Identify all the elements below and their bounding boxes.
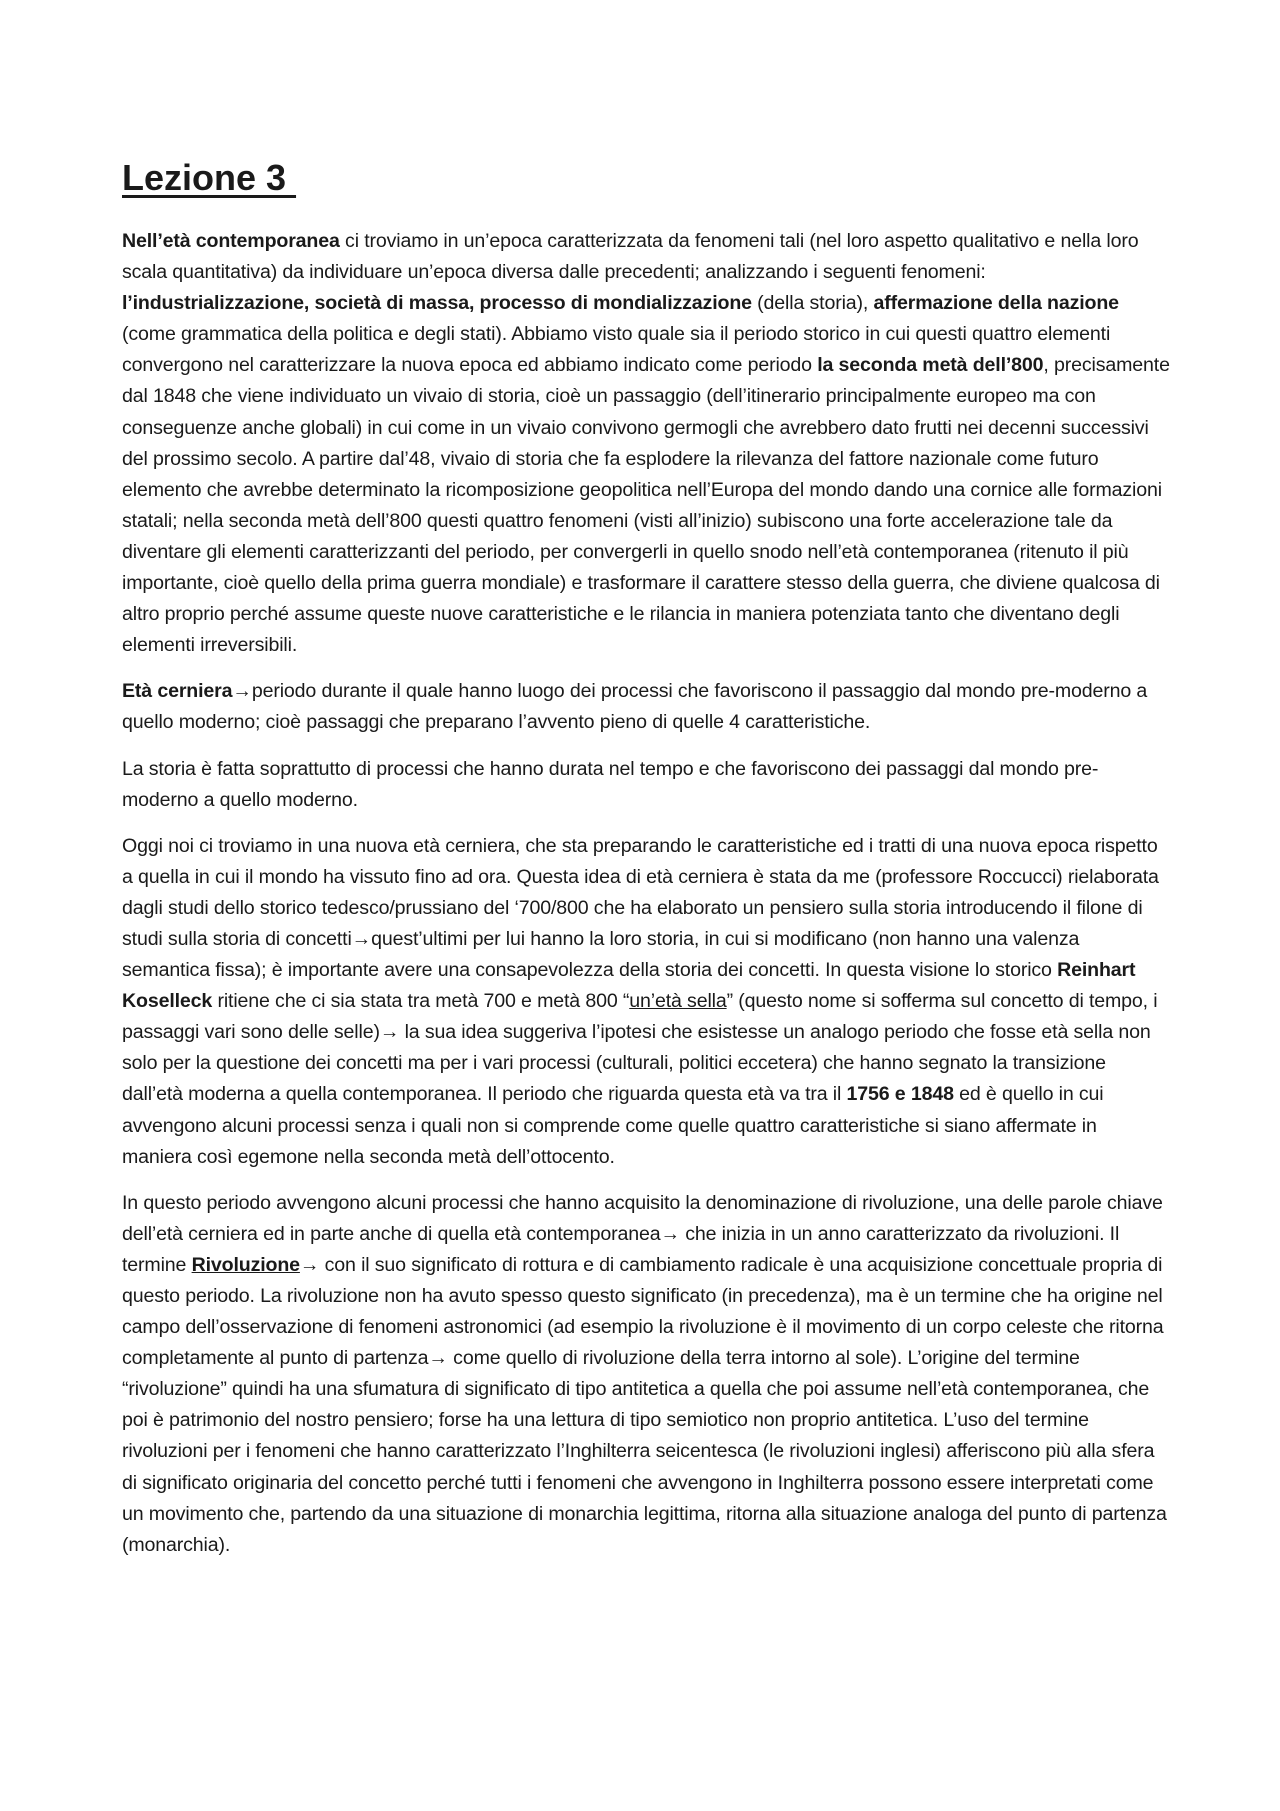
arrow-icon: → <box>299 1253 320 1276</box>
text-segment: la sua idea suggeriva l’ipotesi che esistesse un analogo periodo che fosse età sella non solo per la questione dei concetti ma per i vari processi (culturali, politici eccetera) che hanno segnato la transizione dall’età moderna a quella contemporanea. Il periodo che riguarda questa età va tra il <box>122 1021 1151 1106</box>
text-segment: come quello di rivoluzione della terra intorno al sole). L’origine del termine “rivoluzione” quindi ha una sfumatura di significato di tipo antitetica a quella che poi assume nell’età contemporanea, che poi è patrimonio del nostro pensiero; forse ha una lettura di tipo semiotico non proprio antitetica. L’uso del termine rivoluzioni per i fenomeni che hanno caratterizzato l’Inghilterra seicentesca (le rivoluzioni inglesi) afferiscono più alla sfera di significato originaria del concetto perché tutti i fenomeni che avvengono in Inghilterra possono essere interpretati come un movimento che, partendo da una situazione di monarchia legittima, ritorna alla situazione analoga del punto di partenza (monarchia). <box>122 1347 1167 1556</box>
text-segment: ci troviamo in un’epoca caratterizzata da fenomeni tali (nel loro aspetto qualitativo e nella loro scala quantitativa) da individuare un’epoca diversa dalle precedenti; analizzando i seguenti fenomeni: <box>122 230 1139 284</box>
text-segment: che inizia in un anno caratterizzato da rivoluzioni. Il termine <box>122 1222 1120 1276</box>
arrow-icon: → <box>660 1222 680 1245</box>
bold-text: 1756 e 1848 <box>846 1083 954 1106</box>
paragraph-p2 <box>122 676 1170 738</box>
bold-text: la seconda metà dell’800 <box>817 354 1044 377</box>
text-segment: con il suo significato di rottura e di cambiamento radicale è una acquisizione concettuale propria di questo periodo. La rivoluzione non ha avuto spesso questo significato (in precedenza), ma è un termine che ha origine nel campo dell’osservazione di fenomeni astronomici (ad esempio la rivoluzione è il movimento di un corpo celeste che ritorna completamente al punto di partenza <box>122 1253 1164 1370</box>
paragraph-p3 <box>122 754 1170 816</box>
paragraph-p1 <box>122 226 1170 661</box>
text-segment: ” (questo nome si sofferma sul concetto di tempo, i passaggi vari sono delle selle) <box>122 990 1158 1044</box>
paragraph-p5 <box>122 1188 1170 1561</box>
text-segment: ed è quello in cui avvengono alcuni processi senza i quali non si comprende come quelle quattro caratteristiche si siano affermate in maniera così egemone nella seconda metà dell’ottocento. <box>122 1083 1104 1168</box>
page-title: Lezione 3 <box>122 157 297 198</box>
text-segment: (come grammatica della politica e degli stati). Abbiamo visto quale sia il periodo storico in cui questi quattro elementi convergono nel caratterizzare la nuova epoca ed abbiamo indicato come periodo <box>122 323 1111 377</box>
bold-text: Età cerniera <box>122 680 233 703</box>
text-segment: periodo durante il quale hanno luogo dei processi che favoriscono il passaggio dal mondo pre-moderno a quello moderno; cioè passaggi che preparano l’avvento pieno di quelle 4 caratteristiche. <box>122 680 1148 734</box>
text-segment: La storia è fatta soprattutto di processi che hanno durata nel tempo e che favoriscono dei passaggi dal mondo pre-moderno a quello moderno. <box>122 757 1099 811</box>
arrow-icon: → <box>232 680 252 703</box>
text-segment: Oggi noi ci troviamo in una nuova età cerniera, che sta preparando le caratteristiche ed i tratti di una nuova epoca rispetto a quella in cui il mondo ha vissuto fino ad ora. Questa idea di età cerniera è stata da me (professore Roccucci) rielaborata dagli studi dello storico tedesco/prussiano del ‘700/800 che ha elaborato un pensiero sulla storia introducendo il filone di studi sulla storia di concetti <box>122 834 1159 950</box>
text-segment: ritiene che ci sia stata tra metà 700 e metà 800 “ <box>212 990 630 1013</box>
text-segment: quest’ultimi per lui hanno la loro storia, in cui si modificano (non hanno una valenza semantica fissa); è importante avere una consapevolezza della storia dei concetti. In questa visione lo storico <box>122 927 1080 982</box>
arrow-icon: → <box>428 1347 448 1370</box>
bold-text: Rivoluzione <box>191 1253 300 1276</box>
bold-text: affermazione della nazione <box>873 292 1119 315</box>
bold-text: Nell’età contemporanea <box>122 230 340 252</box>
text-segment: , precisamente dal 1848 che viene individuato un vivaio di storia, cioè un passaggio (dell’itinerario principalmente europeo ma con conseguenze anche globali) in cui come in un vivaio convivono germogli che avrebbero dato frutti nei decenni successivi del prossimo secolo. A partire dal’48, vivaio di storia che fa esplodere la rilevanza del fattore nazionale come futuro elemento che avrebbe determinato la ricomposizione geopolitica nell’Europa del mondo dando una cornice alle formazioni statali; nella seconda metà dell’800 questi quattro fenomeni (visti all’inizio) subiscono una forte accelerazione tale da diventare gli elementi caratterizzanti del periodo, per convergerli in quello snodo nell’età contemporanea (ritenuto il più importante, cioè quello della prima guerra mondiale) e trasformare il carattere stesso della guerra, che diviene qualcosa di altro proprio perché assume queste nuove caratteristiche e le rilancia in maniera potenziata tanto che diventano degli elementi irreversibili. <box>122 354 1170 657</box>
bold-text: l’industrializzazione, società di massa, processo di mondializzazione <box>122 292 752 315</box>
bold-text: Reinhart Koselleck <box>122 959 1136 1013</box>
paragraph-list <box>122 226 1170 1561</box>
paragraph-p4 <box>122 831 1170 1173</box>
arrow-icon: → <box>351 927 372 950</box>
arrow-icon: → <box>379 1021 400 1044</box>
text-segment: (della storia), <box>751 292 874 315</box>
text-segment: un’età sella <box>629 990 727 1013</box>
text-segment: In questo periodo avvengono alcuni processi che hanno acquisito la denominazione di rivoluzione, una delle parole chiave dell’età cerniera ed in parte anche di quella età contemporanea <box>122 1191 1163 1245</box>
document-body <box>122 154 1170 1576</box>
